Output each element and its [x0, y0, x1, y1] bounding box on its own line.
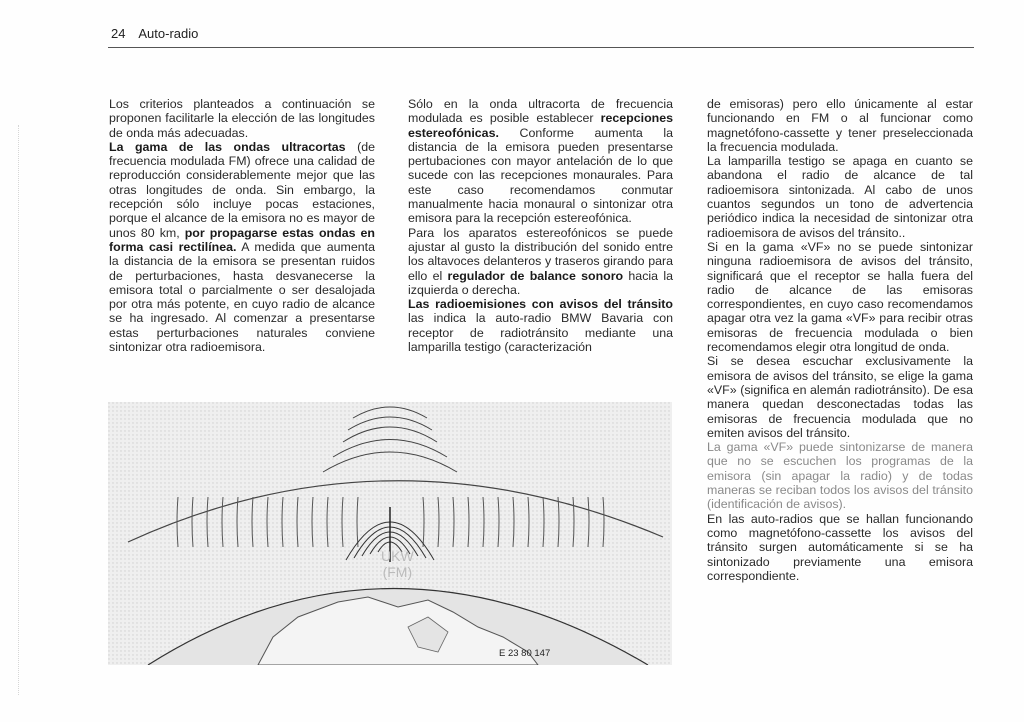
paragraph: La gama de las ondas ultracortas (de frecuencia modulada FM) ofrece una calidad de reproducción considerablemente mejor que las otras longitudes de onda. Sin embargo, la recepción sólo incluye pocas estaciones, porque el alcance de la emisora no es mayor de unos 80 km, por propagarse estas ondas en forma casi rectilínea. A medida que aumenta la distancia de la emisora se presentan ruidos de perturbaciones, hasta desvanecerse la emisora total o parcialmente o ser desalojada por otra más potente, en cuyo radio de alcance se ha ingresado. Al comenzar a presentarse estas perturbaciones naturales conviene sintonizar otra radioemisora.: [109, 139, 375, 355]
paragraph: Para los aparatos estereofónicos se puede ajustar al gusto la distribución del sonido entre los altavoces delanteros y traseros girando para ello el regulador de balance sonoro hacia la izquierda o derecha.: [408, 225, 673, 297]
header-rule: [108, 47, 974, 48]
paragraph: En las auto-radios que se hallan funcionando como magnetófono-cassette los avisos del tránsito surgen automáticamente si se ha sintonizado previamente una emisora correspondiente.: [707, 511, 973, 583]
scan-artifact: [18, 125, 43, 695]
paragraph: Las radioemisiones con avisos del tránsito las indica la auto-radio BMW Bavaria con receptor de radiotránsito mediante una lamparilla testigo (caracterización: [408, 297, 673, 355]
page-number: 24: [111, 26, 126, 41]
figure-code: E 23 80 147: [499, 648, 551, 659]
paragraph: Si se desea escuchar exclusivamente la emisora de avisos del tránsito, se elige la gama «VF» (significa en alemán radiotránsito). De esa manera quedan desconectadas todas las emisoras de frecuencia modulada que no emiten avisos del tránsito.: [707, 354, 973, 440]
page-header: [111, 26, 208, 41]
radio-wave-diagram: [108, 402, 672, 665]
fm-range-illustration: [108, 402, 672, 665]
paragraph: Los criterios planteados a continuación se proponen facilitarle la elección de las longitudes de onda más adecuadas.: [109, 97, 375, 140]
paragraph: Sólo en la onda ultracorta de frecuencia modulada es posible establecer recepciones estereofónicas. Conforme aumenta la distancia de la emisora pueden presentarse pertubaciones con mayor antelación de lo que sucede con las recepciones monaurales. Para este caso recomendamos conmutar manualmente hacia monaural o sintonizar otra emisora para la recepción estereofónica.: [408, 97, 673, 226]
paragraph: La lamparilla testigo se apaga en cuanto se abandona el radio de alcance de tal radioemisora sintonizada. Al cabo de unos cuantos segundos un tono de advertencia periódico indica la necesidad de sintonizar otra radioemisora de avisos del tránsito..: [707, 154, 973, 240]
column-1: [109, 97, 375, 354]
column-2: [408, 97, 673, 354]
paragraph: de emisoras) pero ello únicamente al estar funcionando en FM o al funcionar como magnetófono-cassette y tener preseleccionada la frecuencia modulada.: [707, 97, 973, 154]
paragraph: Si en la gama «VF» no se puede sintonizar ninguna radioemisora de avisos del tránsito, significará que el receptor se halla fuera del radio de alcance de las emisoras correspondientes, en cuyo caso recomendamos apagar otra vez la gama «VF» para recibir otras emisoras de frecuencia modulada o bien recomendamos elegir otra longitud de onda.: [707, 239, 973, 355]
ukw-fm-label: UKW (FM): [381, 548, 414, 580]
section-title: Auto-radio: [138, 26, 199, 41]
paragraph: La gama «VF» puede sintonizarse de manera que no se escuchen los programas de la emisora (sin apagar la radio) y de todas maneras se reciban todos los avisos del tránsito (identificación de avisos).: [707, 440, 973, 512]
column-3: [707, 97, 973, 583]
